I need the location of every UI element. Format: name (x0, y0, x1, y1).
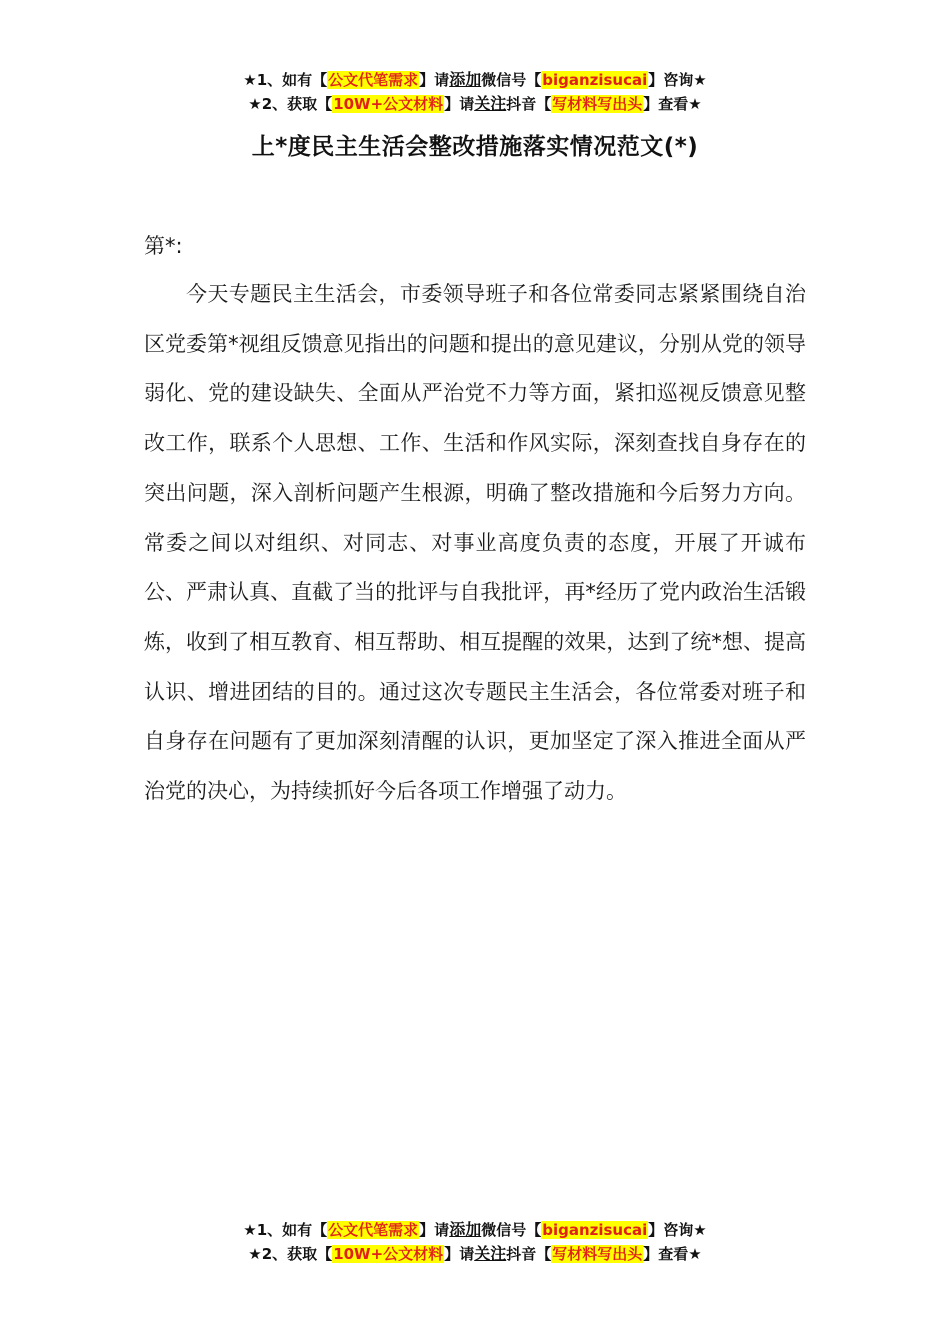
banner-line-1 (0, 1218, 950, 1242)
emphasis-text: 添加 (449, 70, 482, 89)
banner-text: 微信号【 (481, 71, 542, 89)
document-body (144, 270, 806, 817)
banner-text: ★1、如有【 (243, 71, 328, 89)
highlight-wechat-id: biganzisucai (542, 71, 648, 89)
banner-text: ★1、如有【 (243, 1221, 328, 1239)
banner-text: 】请 (444, 95, 475, 113)
banner-text: ★2、获取【 (248, 1245, 333, 1263)
banner-text: ★2、获取【 (248, 95, 333, 113)
highlight-materials: 10W+公文材料 (333, 95, 444, 113)
emphasis-text: 添加 (449, 1220, 482, 1239)
banner-text: 】请 (419, 1221, 450, 1239)
banner-text: 】咨询★ (648, 1221, 707, 1239)
body-paragraph: 今天专题民主生活会，市委领导班子和各位常委同志紧紧围绕自治区党委第*视组反馈意见指出的问题和提出的意见建议，分别从党的领导弱化、党的建设缺失、全面从严治党不力等方面，紧扣巡视反馈意见整改工作，联系个人思想、工作、生活和作风实际，深刻查找自身存在的突出问题，深入剖析问题产生根源，明确了整改措施和今后努力方向。常委之间以对组织、对同志、对事业高度负责的态度，开展了开诚布公、严肃认真、直截了当的批评与自我批评，再*经历了党内政治生活锻炼，收到了相互教育、相互帮助、相互提醒的效果，达到了统*想、提高认识、增进团结的目的。通过这次专题民主生活会，各位常委对班子和自身存在问题有了更加深刻清醒的认识，更加坚定了深入推进全面从严治党的决心，为持续抓好今后各项工作增强了动力。 (144, 282, 806, 804)
emphasis-text: 关注 (474, 94, 507, 113)
banner-text: 】请 (419, 71, 450, 89)
document-title: 上*度民主生活会整改措施落实情况范文(*) (251, 134, 699, 160)
banner-text: 】咨询★ (648, 71, 707, 89)
banner-line-2 (0, 92, 950, 116)
banner-text: 抖音【 (506, 1245, 552, 1263)
highlight-douyin-id: 写材料写出头 (552, 95, 643, 113)
section-label: 第*: (144, 234, 183, 258)
highlight-douyin-id: 写材料写出头 (552, 1245, 643, 1263)
emphasis-text: 关注 (474, 1244, 507, 1263)
banner-text: 抖音【 (506, 95, 552, 113)
banner-line-1 (0, 68, 950, 92)
highlight-materials: 10W+公文材料 (333, 1245, 444, 1263)
banner-line-2 (0, 1242, 950, 1266)
banner-text: 】请 (444, 1245, 475, 1263)
banner-text: 】查看★ (643, 95, 702, 113)
banner-text: 】查看★ (643, 1245, 702, 1263)
banner-text: 微信号【 (481, 1221, 542, 1239)
highlight-service: 公文代笔需求 (328, 71, 419, 89)
highlight-wechat-id: biganzisucai (542, 1221, 648, 1239)
footer-banner (0, 1218, 950, 1266)
header-banner (0, 68, 950, 116)
highlight-service: 公文代笔需求 (328, 1221, 419, 1239)
